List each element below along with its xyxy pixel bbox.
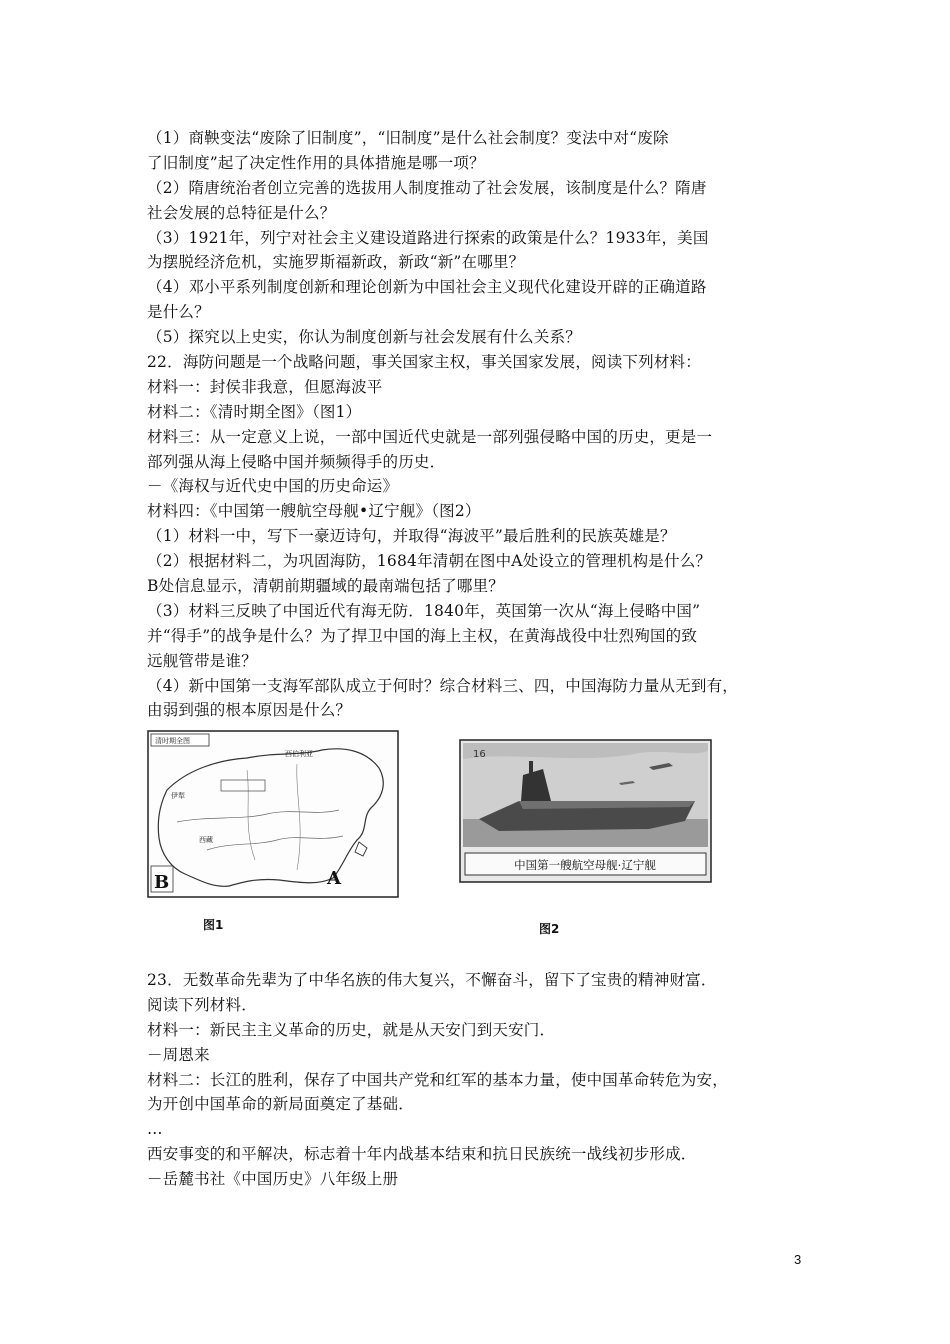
text-line: －《海权与近代史中国的历史命运》 — [147, 477, 399, 496]
questions-block-bottom — [147, 968, 837, 1192]
text-line: 材料一：新民主主义革命的历史，就是从天安门到天安门． — [147, 1020, 556, 1039]
map-label-b: B — [154, 872, 170, 893]
question-22-heading: 22．海防问题是一个战略问题，事关国家主权，事关国家发展，阅读下列材料： — [147, 353, 701, 372]
questions-block-top — [147, 126, 837, 723]
text-line: －周恩来 — [147, 1045, 210, 1064]
text-line: （1）商鞅变法“废除了旧制度”，“旧制度”是什么社会制度？变法中对“废除 — [147, 129, 669, 147]
text-line: （5）探究以上史实，你认为制度创新与社会发展有什么关系？ — [147, 328, 581, 347]
text-line: 为开创中国革命的新局面奠定了基础． — [147, 1095, 414, 1114]
text-line: （4）新中国第一支海军部队成立于何时？综合材料三、四，中国海防力量从无到有， — [147, 676, 738, 695]
text-line: 材料一：封侯非我意，但愿海波平 — [147, 377, 383, 396]
text-line: （2）根据材料二，为巩固海防，1684年清朝在图中A处设立的管理机构是什么？ — [147, 552, 712, 571]
map-label-yili: 伊犁 — [171, 792, 185, 800]
text-line: （3）1921年，列宁对社会主义建设道路进行探索的政策是什么？1933年，美国 — [147, 228, 709, 247]
text-line: 材料二：长江的胜利，保存了中国共产党和红军的基本力量，使中国革命转危为安， — [147, 1070, 728, 1089]
figure-1-caption: 图1 — [203, 918, 224, 932]
text-line: 由弱到强的根本原因是什么？ — [147, 701, 352, 720]
text-line: 是什么？ — [147, 303, 210, 322]
map-label-siberia: 西伯利亚 — [285, 750, 313, 758]
text-line: 阅读下列材料． — [147, 995, 257, 1014]
text-line: 了旧制度”起了决定性作用的具体措施是哪一项？ — [147, 153, 485, 172]
map-label-a: A — [327, 868, 341, 889]
figures-area — [145, 722, 715, 952]
page-number: 3 — [794, 1252, 802, 1267]
text-line: 远舰管带是谁？ — [147, 651, 257, 670]
map-title: 清时期全图 — [155, 737, 190, 745]
text-line: 社会发展的总特征是什么？ — [147, 203, 336, 222]
text-line: －岳麓书社《中国历史》八年级上册 — [147, 1170, 399, 1189]
text-line: （2）隋唐统治者创立完善的选拔用人制度推动了社会发展，该制度是什么？隋唐 — [147, 178, 707, 197]
text-line: 为摆脱经济危机，实施罗斯福新政，新政“新”在哪里？ — [147, 253, 525, 272]
qing-map-figure — [147, 730, 399, 898]
text-line: 西安事变的和平解决，标志着十年内战基本结束和抗日民族统一战线初步形成． — [147, 1145, 697, 1164]
text-line: 并“得手”的战争是什么？为了捍卫中国的海上主权，在黄海战役中壮烈殉国的致 — [147, 626, 698, 645]
carrier-photo-figure — [459, 739, 712, 883]
text-line: … — [147, 1120, 163, 1139]
text-line: 材料四：《中国第一艘航空母舰•辽宁舰》（图2） — [147, 502, 481, 521]
carrier-banner: 中国第一艘航空母舰·辽宁舰 — [514, 858, 656, 872]
text-line: （1）材料一中，写下一豪迈诗句，并取得“海波平”最后胜利的民族英雄是？ — [147, 527, 676, 546]
text-line: 部列强从海上侵略中国并频频得手的历史． — [147, 452, 446, 471]
text-line: 材料二：《清时期全图》（图1） — [147, 402, 362, 421]
text-line: B处信息显示，清朝前期疆域的最南端包括了哪里？ — [147, 577, 504, 596]
map-label-xizang: 西藏 — [199, 836, 213, 844]
text-line: （4）邓小平系列制度创新和理论创新为中国社会主义现代化建设开辟的正确道路 — [147, 278, 707, 297]
question-23-heading: 23．无数革命先辈为了中华名族的伟大复兴，不懈奋斗，留下了宝贵的精神财富． — [147, 971, 717, 989]
hull-number: 16 — [473, 749, 486, 760]
text-line: （3）材料三反映了中国近代有海无防．1840年，英国第一次从“海上侵略中国” — [147, 601, 701, 620]
figure-2-caption: 图2 — [539, 922, 560, 936]
text-line: 材料三：从一定意义上说，一部中国近代史就是一部列强侵略中国的历史，更是一 — [147, 427, 713, 446]
